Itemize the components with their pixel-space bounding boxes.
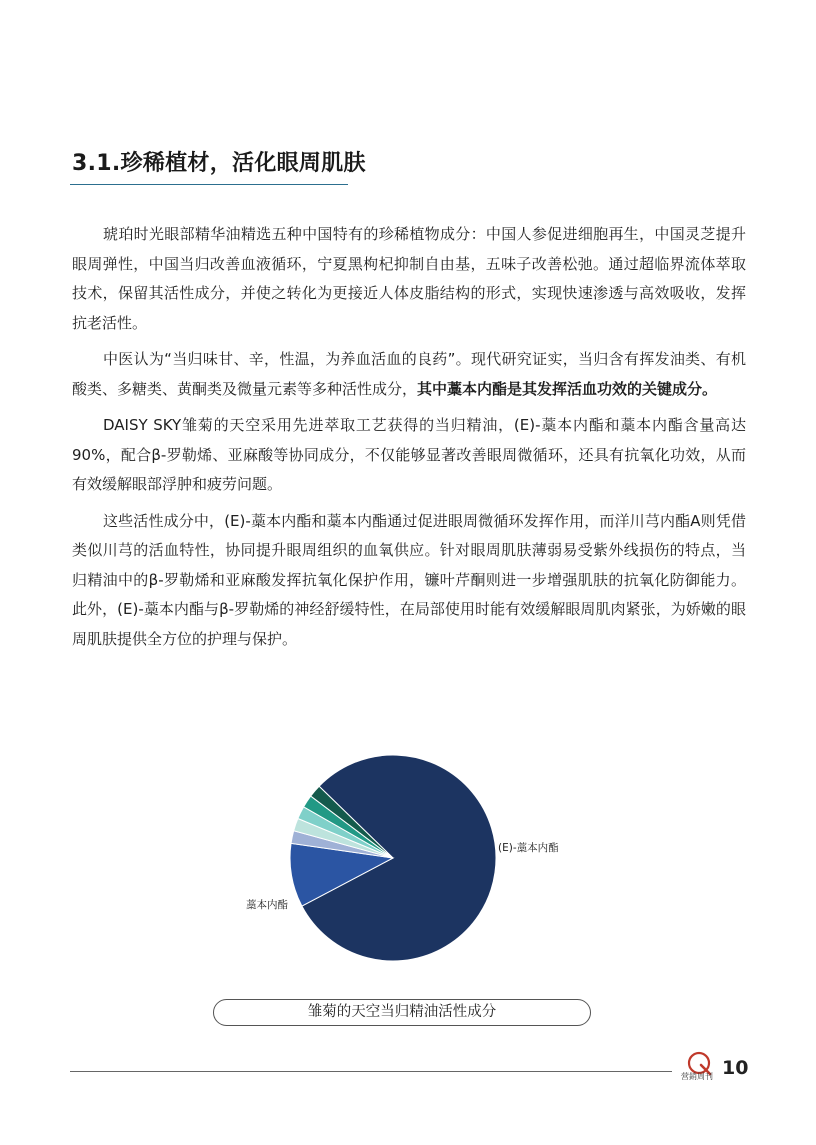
footer-rule	[70, 1071, 672, 1072]
paragraph-4: 这些活性成分中，(E)-藁本内酯和藁本内酯通过促进眼周微循环发挥作用，而洋川芎内酯A则凭借类似川芎的活血特性，协同提升眼周组织的血氧供应。针对眼周肌肤薄弱易受紫外线损伤的特点，当归精油中的β-罗勒烯和亚麻酸发挥抗氧化保护作用，镰叶芹酮则进一步增强肌肤的抗氧化防御能力。此外，(E)-藁本内酯与β-罗勒烯的神经舒缓特性，在局部使用时能有效缓解眼周肌肉紧张，为娇嫩的眼周肌肤提供全方位的护理与保护。	[72, 511, 746, 648]
pie-label-e-ligustilide: (E)-藁本内酯	[498, 842, 559, 854]
paragraph-2-emphasis: 其中藁本内酯是其发挥活血功效的关键成分。	[417, 379, 718, 398]
paragraph-3: DAISY SKY雏菊的天空采用先进萃取工艺获得的当归精油，(E)-藁本内酯和藁本内酯含量高达90%，配合β-罗勒烯、亚麻酸等协同成分，不仅能够显著改善眼周微循环，还具有抗氧化功效，从而有效缓解眼部浮肿和疲劳问题。	[72, 416, 746, 493]
chart-caption: 雏菊的天空当归精油活性成分	[213, 999, 591, 1026]
section-heading: 3.1.珍稀植材，活化眼周肌肤	[72, 151, 366, 176]
page-number: 10	[722, 1057, 749, 1079]
pie-label-ligustilide: 藁本内酯	[246, 899, 288, 911]
paragraph-2-text: 中医认为“当归味甘、辛，性温，为养血活血的良药”。现代研究证实，当归含有挥发油类、有机酸类、多糖类、黄酮类及微量元素等多种活性成分，	[72, 350, 746, 398]
paragraph-1: 琥珀时光眼部精华油精选五种中国特有的珍稀植物成分：中国人参促进细胞再生，中国灵芝提升眼周弹性，中国当归改善血液循环，宁夏黑枸杞抑制自由基，五味子改善松弛。通过超临界流体萃取技术，保留其活性成分，并使之转化为更接近人体皮脂结构的形式，实现快速渗透与高效吸收，发挥抗老活性。	[72, 225, 746, 332]
logo-text: 营銷周刊	[681, 1072, 713, 1081]
